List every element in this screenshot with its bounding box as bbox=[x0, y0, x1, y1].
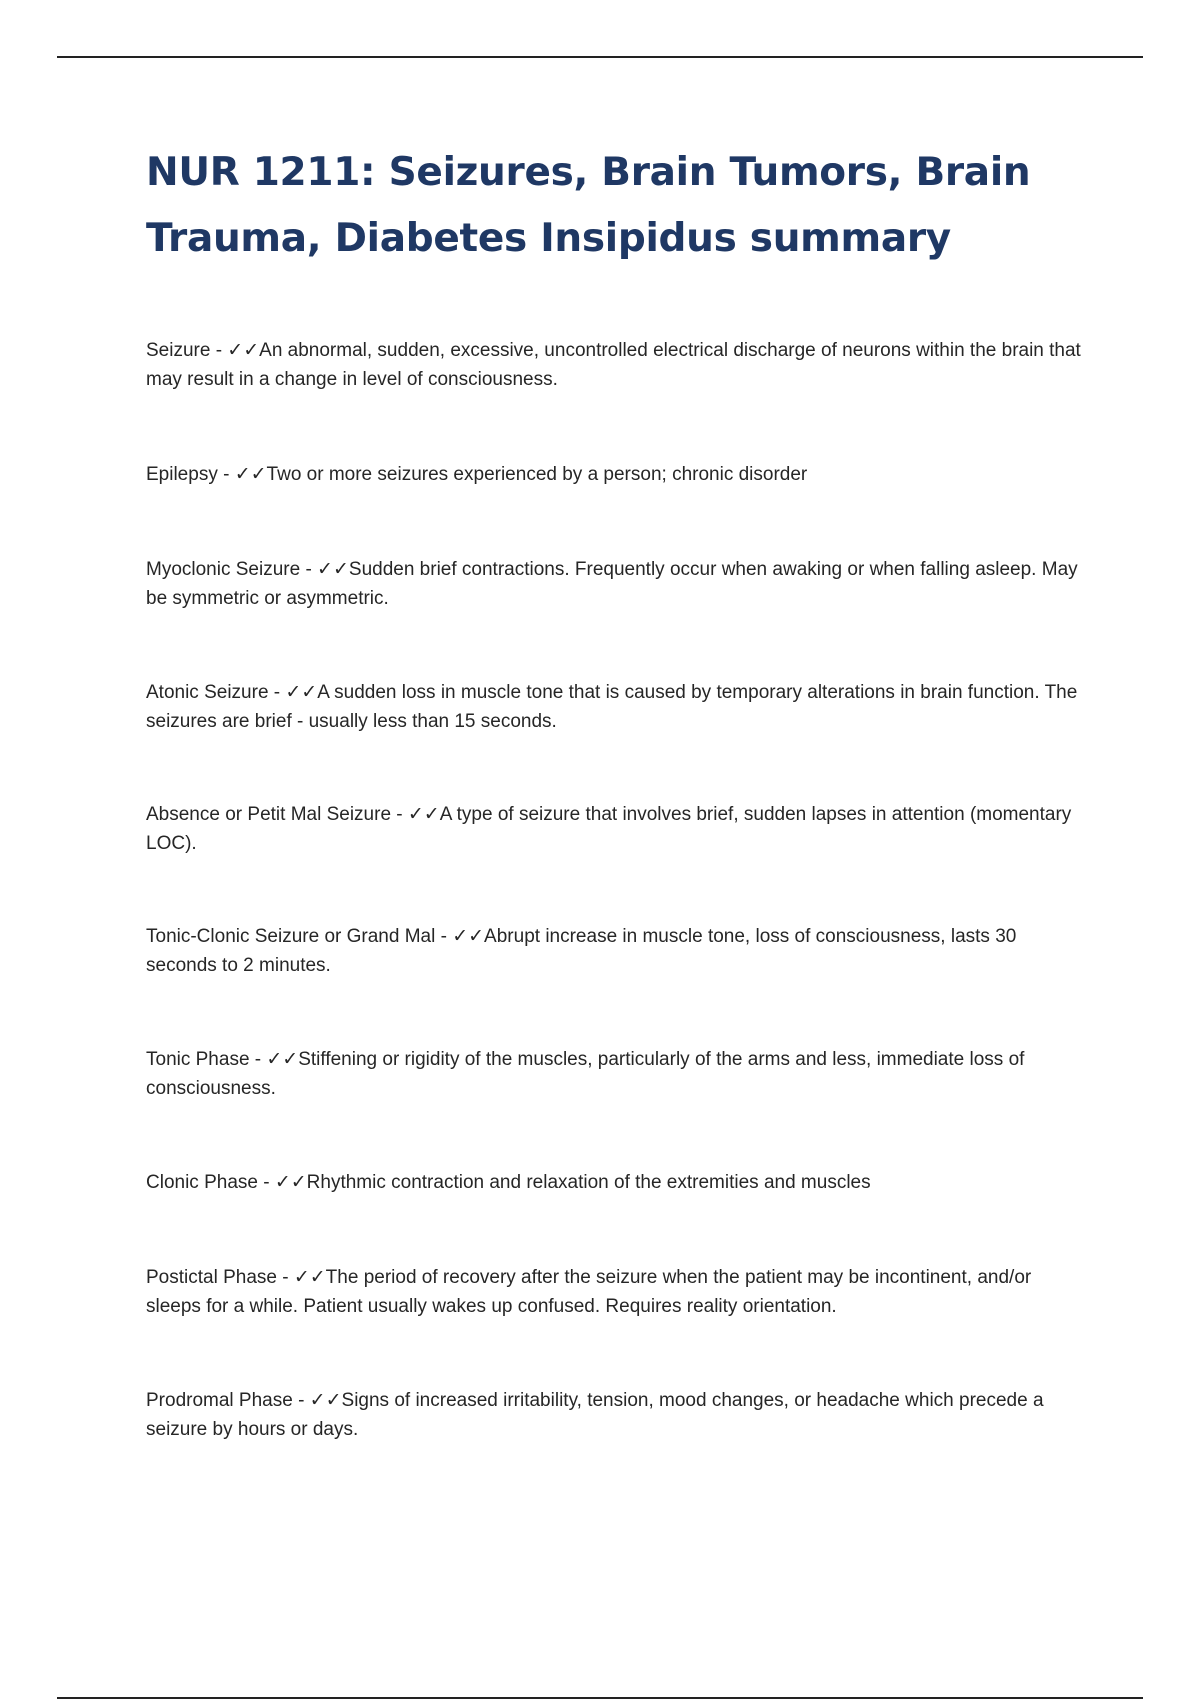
entry-epilepsy: Epilepsy - ✓✓Two or more seizures experienced by a person; chronic disorder bbox=[146, 464, 808, 485]
bottom-divider bbox=[57, 1697, 1143, 1699]
entry-seizure: Seizure - ✓✓An abnormal, sudden, excessive, uncontrolled electrical discharge of neurons within the brain that may result in a change in level of consciousness. bbox=[146, 340, 1081, 390]
top-divider bbox=[57, 56, 1143, 58]
entry-myoclonic-seizure: Myoclonic Seizure - ✓✓Sudden brief contractions. Frequently occur when awaking or when falling asleep. May be symmetric or asymmetric. bbox=[146, 559, 1078, 609]
entry-postictal-phase: Postictal Phase - ✓✓The period of recovery after the seizure when the patient may be incontinent, and/or sleeps for a while. Patient usually wakes up confused. Requires reality orientation. bbox=[146, 1267, 1032, 1317]
entry-tonic-phase: Tonic Phase - ✓✓Stiffening or rigidity of the muscles, particularly of the arms and less, immediate loss of consciousness. bbox=[146, 1049, 1025, 1099]
entry-atonic-seizure: Atonic Seizure - ✓✓A sudden loss in muscle tone that is caused by temporary alterations in brain function. The seizures are brief - usually less than 15 seconds. bbox=[146, 682, 1078, 732]
entry-clonic-phase: Clonic Phase - ✓✓Rhythmic contraction and relaxation of the extremities and muscles bbox=[146, 1172, 871, 1193]
entry-prodromal-phase: Prodromal Phase - ✓✓Signs of increased irritability, tension, mood changes, or headache which precede a seizure by hours or days. bbox=[146, 1390, 1044, 1440]
document-title: NUR 1211: Seizures, Brain Tumors, Brain Trauma, Diabetes Insipidus summary bbox=[146, 150, 1031, 261]
entry-tonic-clonic-seizure: Tonic-Clonic Seizure or Grand Mal - ✓✓Abrupt increase in muscle tone, loss of consciousness, lasts 30 seconds to 2 minutes. bbox=[146, 926, 1017, 976]
entry-absence-seizure: Absence or Petit Mal Seizure - ✓✓A type of seizure that involves brief, sudden lapses in attention (momentary LOC). bbox=[146, 804, 1072, 854]
